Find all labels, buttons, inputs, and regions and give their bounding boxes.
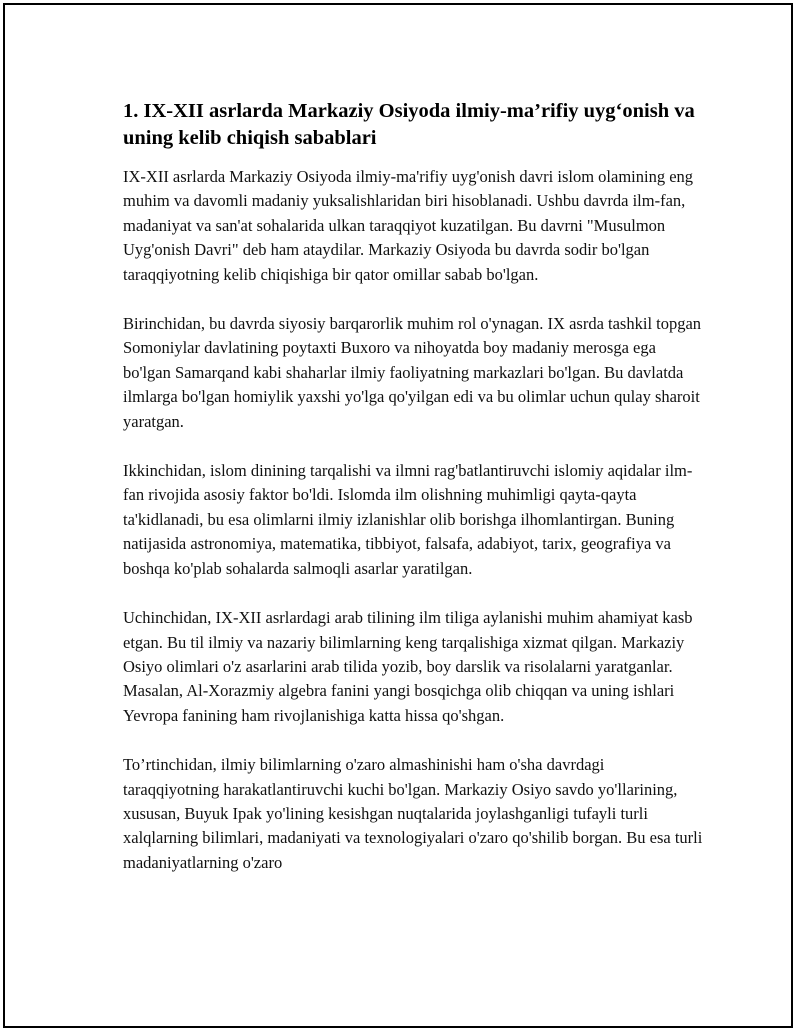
paragraph-first-reason: Birinchidan, bu davrda siyosiy barqarorlik muhim rol o'ynagan. IX asrda tashkil topgan Somoniylar davlatining poytaxti Buxoro va nihoyatda boy madaniy merosga ega bo'lgan Samarqand kabi shaharlar ilmiy faoliyatning markazlari bo'lgan. Bu davlatda ilmlarga bo'lgan homiylik yaxshi yo'lga qo'yilgan edi va bu olimlar uchun qulay sharoit yaratgan. bbox=[123, 314, 702, 431]
page-frame bbox=[3, 3, 793, 1028]
section-heading: 1. IX-XII asrlarda Markaziy Osiyoda ilmiy-ma’rifiy uyg‘onish va uning kelib chiqish sabablari bbox=[123, 100, 695, 149]
paragraph-intro: IX-XII asrlarda Markaziy Osiyoda ilmiy-ma'rifiy uyg'onish davri islom olamining eng muhim va davomli madaniy yuksalishlaridan biri hisoblanadi. Ushbu davrda ilm-fan, madaniyat va san'at sohalarida ulkan taraqqiyot kuzatilgan. Bu davrni "Musulmon Uyg'onish Davri" deb ham ataydilar. Markaziy Osiyoda bu davrda sodir bo'lgan taraqqiyotning kelib chiqishiga bir qator omillar sabab bo'lgan. bbox=[123, 167, 694, 284]
paragraph-fourth-reason: To’rtinchidan, ilmiy bilimlarning o'zaro almashinishi ham o'sha davrdagi taraqqiyotning harakatlantiruvchi kuchi bo'lgan. Markaziy Osiyo savdo yo'llarining, xususan, Buyuk Ipak yo'lining kesishgan nuqtalarida joylashganligi tufayli turli xalqlarning bilimlari, madaniyati va texnologiyalari o'zaro qo'shilib borgan. Bu esa turli madaniyatlarning o'zaro bbox=[123, 755, 703, 872]
paragraph-third-reason: Uchinchidan, IX-XII asrlardagi arab tilining ilm tiliga aylanishi muhim ahamiyat kasb etgan. Bu til ilmiy va nazariy bilimlarning keng tarqalishiga xizmat qilgan. Markaziy Osiyo olimlari o'z asarlarini arab tilida yozib, boy darslik va risolalarni yaratganlar. Masalan, Al-Xorazmiy algebra fanini yangi bosqichga olib chiqqan va uning ishlari Yevropa fanining ham rivojlanishiga katta hissa qo'shgan. bbox=[123, 608, 693, 725]
document-body bbox=[123, 98, 703, 875]
paragraph-second-reason: Ikkinchidan, islom dinining tarqalishi va ilmni rag'batlantiruvchi islomiy aqidalar ilm-fan rivojida asosiy faktor bo'ldi. Islomda ilm olishning muhimligi qayta-qayta ta'kidlanadi, bu esa olimlarni ilmiy izlanishlar olib borishga ilhomlantirgan. Buning natijasida astronomiya, matematika, tibbiyot, falsafa, adabiyot, tarix, geografiya va boshqa ko'plab sohalarda salmoqli asarlar yaratilgan. bbox=[123, 461, 693, 578]
